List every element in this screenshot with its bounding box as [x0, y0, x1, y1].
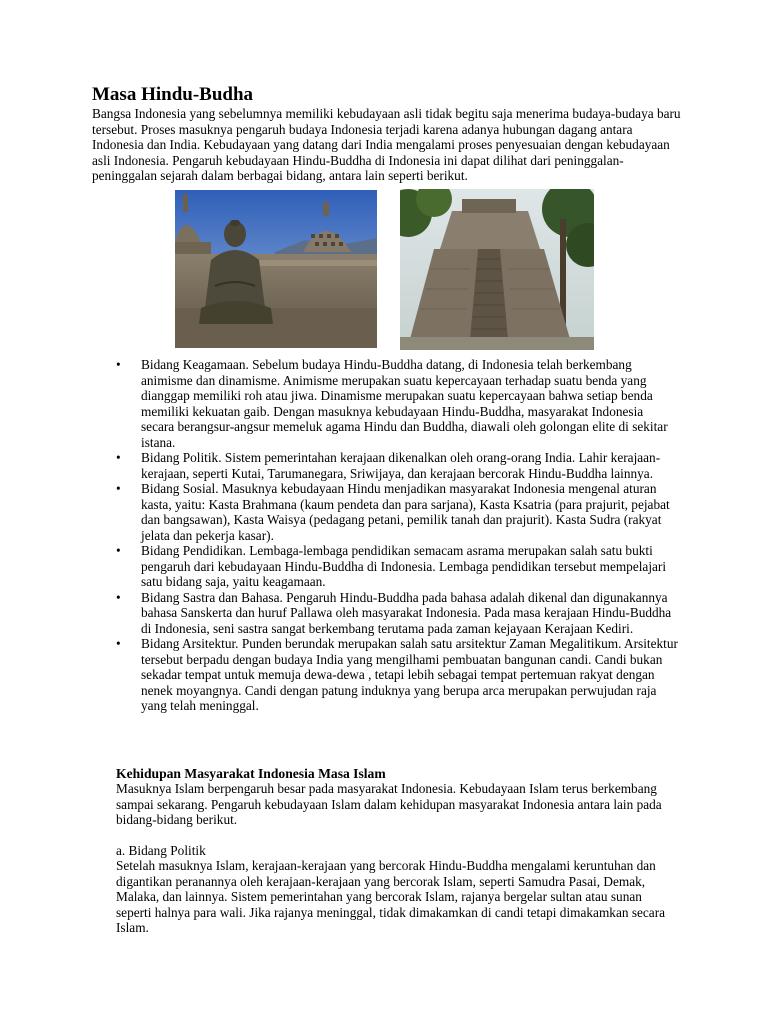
- list-item: [116, 357, 678, 450]
- list-item: [116, 636, 678, 714]
- borobudur-buddha-photo: [175, 190, 377, 348]
- politik-paragraph: Setelah masuknya Islam, kerajaan-kerajaan yang bercorak Hindu-Buddha mengalami keruntuhan dan digantikan peranannya oleh kerajaan-kerajaan yang bercorak Islam, seperti Samudra Pasai, Demak, Malaka, dan lainnya. Sistem pemerintahan yang bercorak Islam, rajanya bergelar sultan atau sunan seperti halnya para wali. Jika rajanya meninggal, tidak dimakamkan di candi tetapi dimakamkan secara Islam.: [116, 858, 666, 936]
- bullet-icon: •: [116, 543, 121, 558]
- list-item-text: Bidang Sastra dan Bahasa. Pengaruh Hindu-Buddha pada bahasa adalah dikenal dan digunakannya bahasa Sanskerta dan huruf Pallawa oleh masyarakat Indonesia. Pada masa kerajaan Hindu-Buddha di Indonesia, seni sastra sangat berkembang terutama pada zaman kejayaan Kerajaan Kediri.: [141, 589, 672, 636]
- list-item-text: Bidang Sosial. Masuknya kebudayaan Hindu menjadikan masyarakat Indonesia mengenal aturan kasta, yaitu: Kasta Brahmana (kaum pendeta dan para sarjana), Kasta Ksatria (para prajurit, pejabat dan bangsawan), Kasta Waisya (pedagang petani, pemilik tanah dan prajurit). Kasta Sudra (rakyat jelata dan pekerja kasar).: [141, 481, 670, 543]
- hindu-buddha-fields-list: [116, 357, 678, 714]
- bullet-icon: •: [116, 589, 121, 605]
- bullet-icon: •: [116, 357, 121, 372]
- politik-subheading: a. Bidang Politik: [116, 843, 206, 858]
- list-item-text: Bidang Arsitektur. Punden berundak merupakan salah satu arsitektur Zaman Megalitikum. Arsitektur tersebut berpadu dengan budaya India yang mengilhami pembuatan bangunan candi. Candi bukan sekadar tempat untuk memuja dewa-dewa , tetapi lebih sebagai tempat pertemuan rakyat dengan nenek moyangnya. Candi dengan patung induknya yang berupa arca merupakan perwujudan raja yang telah meninggal.: [141, 636, 678, 713]
- list-item: [116, 481, 678, 543]
- list-item-text: Bidang Pendidikan. Lembaga-lembaga pendidikan semacam asrama merupakan salah satu bukti pengaruh dari kebudayaan Hindu-Buddha di Indonesia. Lembaga pendidikan tersebut mempelajari satu bidang saja, yaitu keagamaan.: [141, 543, 667, 589]
- bullet-icon: •: [116, 636, 121, 651]
- candi-sukuh-photo: [400, 189, 594, 350]
- page-title: Masa Hindu-Budha: [92, 84, 254, 105]
- list-item-text: Bidang Keagamaan. Sebelum budaya Hindu-Buddha datang, di Indonesia telah berkembang animisme dan dinamisme. Animisme merupakan suatu kepercayaan terhadap suatu benda yang dianggap memiliki roh atau jiwa. Dinamisme merupakan suatu kepercayaan bahwa setiap benda memiliki kekuatan gaib. Dengan masuknya kebudayaan Hindu-Buddha, masyarakat Indonesia secara berangsur-angsur memeluk agama Hindu dan Buddha, diawali oleh golongan elite di sekitar istana.: [141, 357, 668, 450]
- list-item-text: Bidang Politik. Sistem pemerintahan kerajaan dikenalkan oleh orang-orang India. Lahir kerajaan-kerajaan, seperti Kutai, Tarumanegara, Sriwijaya, dan kerajaan bercorak Hindu-Buddha lainnya.: [141, 450, 661, 481]
- list-item: [116, 450, 678, 481]
- bullet-icon: •: [116, 450, 121, 465]
- islam-section-heading: Kehidupan Masyarakat Indonesia Masa Islam: [116, 766, 386, 781]
- list-item: [116, 543, 678, 590]
- islam-intro-paragraph: Masuknya Islam berpengaruh besar pada masyarakat Indonesia. Kebudayaan Islam terus berkembang sampai sekarang. Pengaruh kebudayaan Islam dalam kehidupan masyarakat Indonesia antara lain pada bidang-bidang berikut.: [116, 781, 662, 828]
- intro-paragraph: Bangsa Indonesia yang sebelumnya memiliki kebudayaan asli tidak begitu saja menerima budaya-budaya baru tersebut. Proses masuknya pengaruh budaya Indonesia terjadi karena adanya hubungan dagang antara Indonesia dan India. Kebudayaan yang datang dari India mengalami proses penyesuaian dengan kebudayaan asli Indonesia. Pengaruh kebudayaan Hindu-Buddha di Indonesia ini dapat dilihat dari peninggalan-peninggalan sejarah dalam berbagai bidang, antara lain seperti berikut.: [92, 106, 681, 184]
- list-item: [116, 590, 678, 637]
- bullet-icon: •: [116, 481, 121, 496]
